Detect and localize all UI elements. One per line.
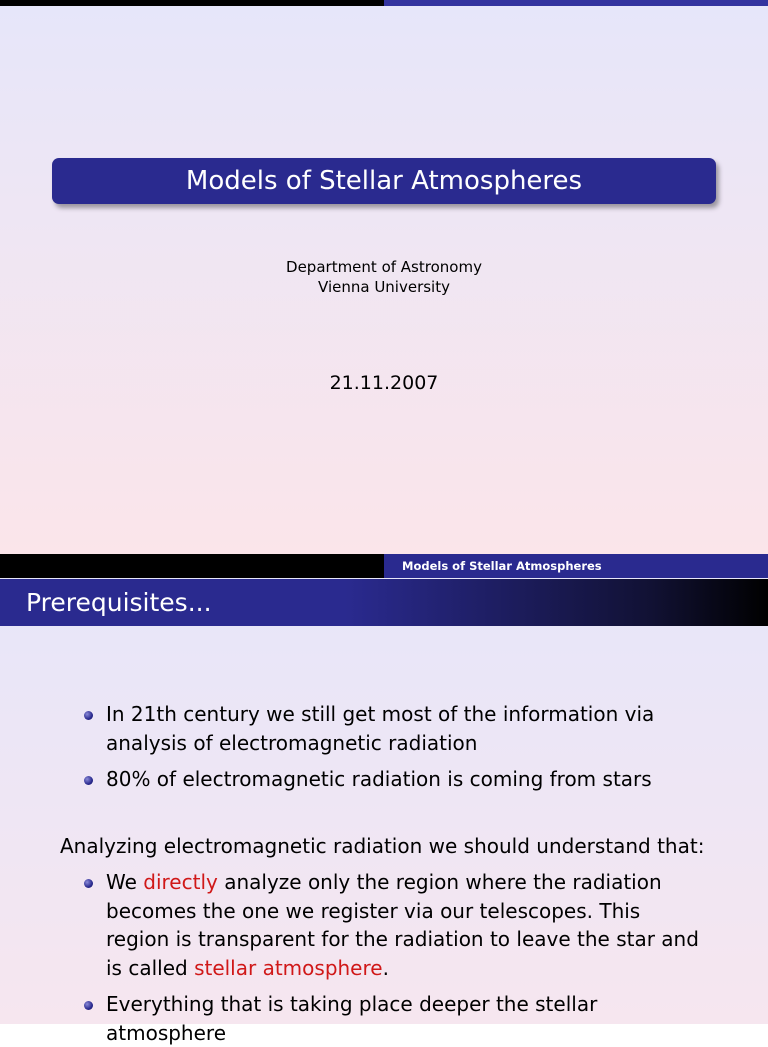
- intro-text: Analyzing electromagnetic radiation we should understand that:: [60, 834, 705, 858]
- emphasis-stellar-atmosphere: stellar atmosphere: [194, 955, 383, 980]
- bullet-text-part: We: [106, 870, 144, 894]
- bullet-text-part: analyze only the region where the radiation becomes the one we register via our telescopes. This region is transparent for the radiation to leave the star and is called: [106, 870, 699, 980]
- top-bar-right: [384, 0, 768, 6]
- content-slide: [0, 554, 768, 1045]
- institute-line-1: Department of Astronomy: [286, 258, 482, 276]
- emphasis-directly: directly: [143, 870, 218, 894]
- list-item: [0, 868, 768, 982]
- header-bar-left: [0, 554, 384, 578]
- presentation-title: Models of Stellar Atmospheres: [52, 158, 716, 204]
- bullet-icon: [84, 1001, 93, 1010]
- bullet-text-part: .: [382, 955, 389, 980]
- bullet-text: 80% of electromagnetic radiation is coming from stars: [106, 767, 652, 791]
- top-bar-left: [0, 0, 384, 6]
- list-item: [0, 765, 768, 794]
- bullet-list-1: [0, 700, 768, 794]
- bullet-icon: [84, 776, 93, 785]
- institute-line-2: Vienna University: [318, 278, 450, 296]
- bullet-text: In 21th century we still get most of the information via analysis of electromagnetic radiation: [106, 702, 655, 755]
- bullet-text: Everything that is taking place deeper the stellar atmosphere: [106, 992, 598, 1045]
- presentation-date: 21.11.2007: [329, 372, 439, 394]
- header-short-title: Models of Stellar Atmospheres: [384, 554, 768, 578]
- list-item: [0, 990, 768, 1047]
- frame-title: Prerequisites...: [0, 579, 768, 626]
- bullet-list-2: [0, 868, 768, 1047]
- list-item: [0, 700, 768, 757]
- bullet-icon: [84, 879, 93, 888]
- bullet-icon: [84, 711, 93, 720]
